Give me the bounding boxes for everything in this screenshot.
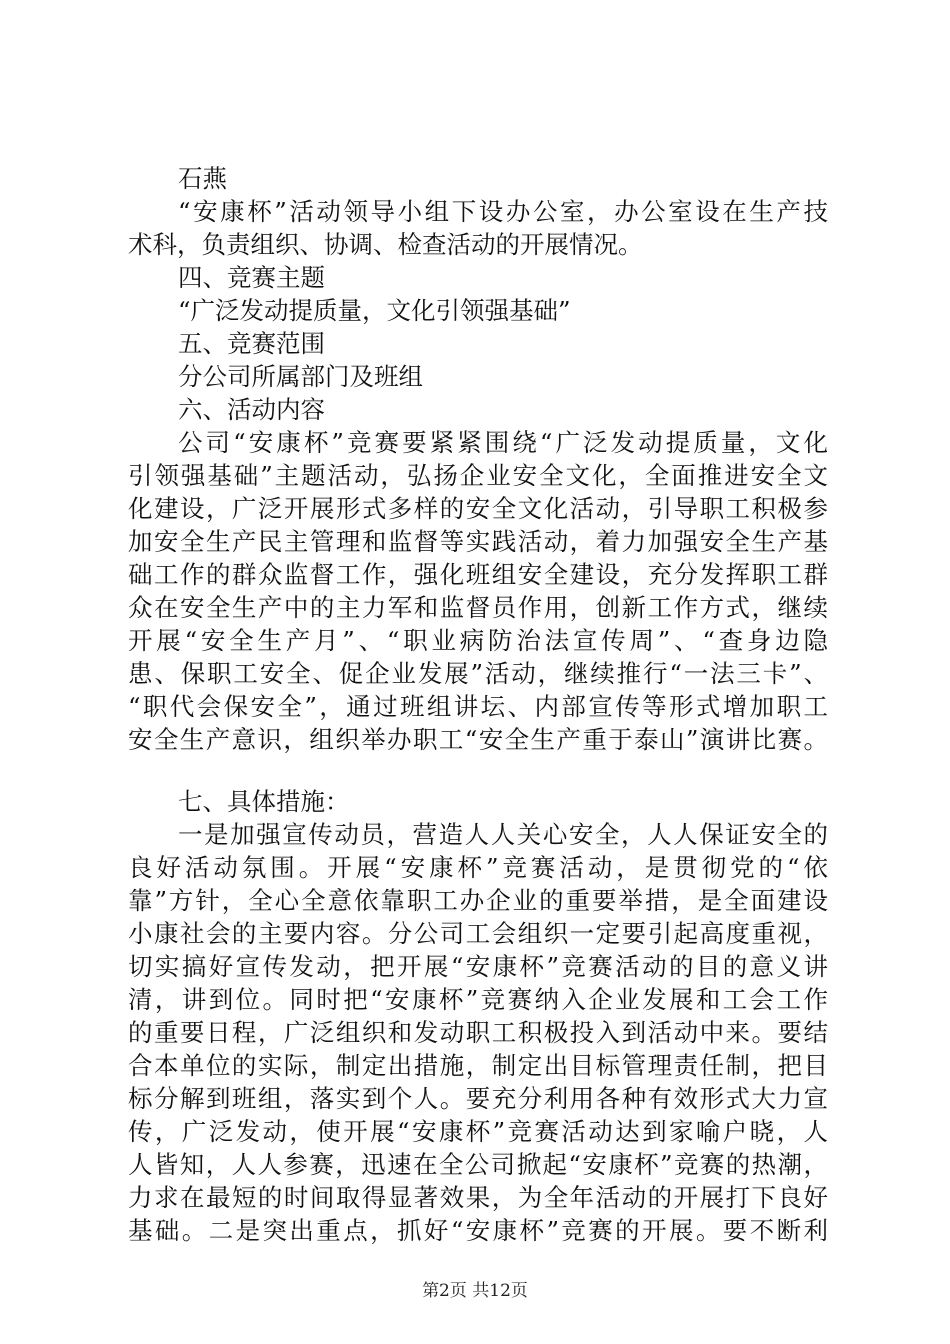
text-line: “职代会保安全”，通过班组讲坛、内部宣传等形式增加职工 xyxy=(128,692,828,721)
text-line: 术科，负责组织、协调、检查活动的开展情况。 xyxy=(128,230,643,259)
text-line: 的重要日程，广泛组织和发动职工积极投入到活动中来。要结 xyxy=(128,1018,828,1047)
text-line: 一是加强宣传动员，营造人人关心安全，人人保证安全的 xyxy=(178,820,828,849)
text-line: 合本单位的实际，制定出措施，制定出目标管理责任制，把目 xyxy=(128,1051,828,1080)
page-indicator: 第2页 共12页 xyxy=(422,1281,528,1301)
text-line: 传，广泛发动，使开展“安康杯”竞赛活动达到家喻户晓，人 xyxy=(128,1117,828,1146)
text-line: 患、保职工安全、促企业发展”活动，继续推行“一法三卡”、 xyxy=(128,659,828,688)
text-line: 力求在最短的时间取得显著效果，为全年活动的开展打下良好 xyxy=(128,1183,828,1212)
text-line: 公司“安康杯”竞赛要紧紧围绕“广泛发动提质量，文化 xyxy=(178,428,828,457)
page-footer xyxy=(0,1281,950,1301)
text-line: 靠”方针，全心全意依靠职工办企业的重要举措，是全面建设 xyxy=(128,886,828,915)
text-line: 石燕 xyxy=(178,164,227,193)
text-line: 清，讲到位。同时把“安康杯”竞赛纳入企业发展和工会工作 xyxy=(128,985,828,1014)
text-line: 众在安全生产中的主力军和监督员作用，创新工作方式，继续 xyxy=(128,593,828,622)
paragraph-gap xyxy=(128,756,828,785)
section-heading: 七、具体措施： xyxy=(178,787,350,816)
text-line: 良好活动氛围。开展“安康杯”竞赛活动，是贯彻党的“依 xyxy=(128,853,828,882)
text-line: 人皆知，人人参赛，迅速在全公司掀起“安康杯”竞赛的热潮， xyxy=(128,1150,828,1179)
text-line: 分公司所属部门及班组 xyxy=(178,362,423,391)
text-line: 加安全生产民主管理和监督等实践活动，着力加强安全生产基 xyxy=(128,527,828,556)
document-body xyxy=(128,162,828,1247)
text-line: “广泛发动提质量，文化引领强基础” xyxy=(178,296,571,325)
text-line: 引领强基础”主题活动，弘扬企业安全文化，全面推进安全文 xyxy=(128,461,828,490)
section-heading: 六、活动内容 xyxy=(178,395,325,424)
text-line: 础工作的群众监督工作，强化班组安全建设，充分发挥职工群 xyxy=(128,560,828,589)
text-line: 开展“安全生产月”、“职业病防治法宣传周”、“查身边隐 xyxy=(128,626,828,655)
text-line: 标分解到班组，落实到个人。要充分利用各种有效形式大力宣 xyxy=(128,1084,828,1113)
text-line: 小康社会的主要内容。分公司工会组织一定要引起高度重视， xyxy=(128,919,828,948)
text-line: 切实搞好宣传发动，把开展“安康杯”竞赛活动的目的意义讲 xyxy=(128,952,828,981)
text-line: 安全生产意识，组织举办职工“安全生产重于泰山”演讲比赛。 xyxy=(128,725,828,754)
text-line: “安康杯”活动领导小组下设办公室，办公室设在生产技 xyxy=(178,197,828,226)
text-line: 基础。二是突出重点，抓好“安康杯”竞赛的开展。要不断利 xyxy=(128,1216,828,1245)
section-heading: 四、竞赛主题 xyxy=(178,263,325,292)
text-line: 化建设，广泛开展形式多样的安全文化活动，引导职工积极参 xyxy=(128,494,828,523)
section-heading: 五、竞赛范围 xyxy=(178,329,325,358)
